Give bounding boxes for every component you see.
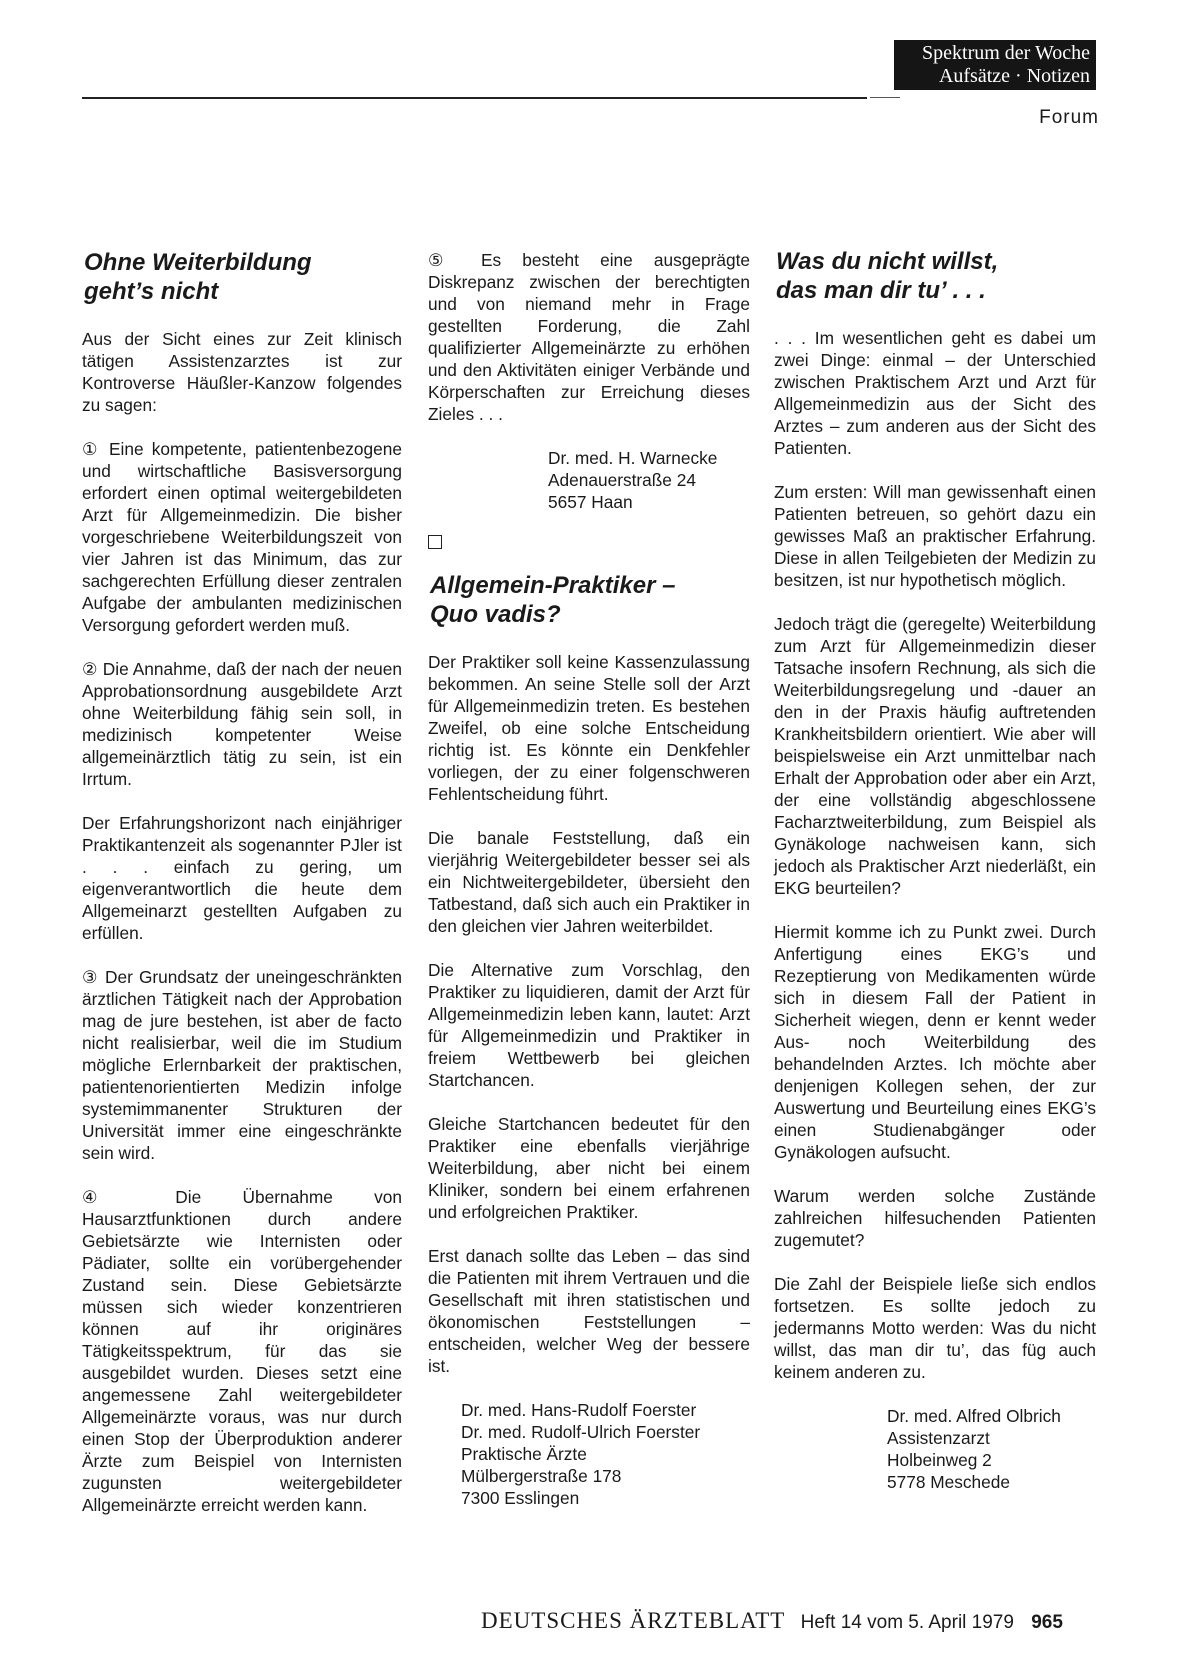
article-1-paragraph: ④ Die Übernahme von Hausarztfunktionen durch andere Gebietsärzte wie Internisten oder Pädiater, sollte ein vorübergehender Zustand sein. Diese Gebietsärzte müssen sich wieder konzentrieren können auf ihr originäres Tätigkeitsspektrum, für das sie ausgebildet wurden. Dieses setzt eine angemessene Zahl weitergebildeter Allgemeinärzte voraus, was nur durch einen Stop der Überproduktion anderer Ärzte zum Beispiel von Internisten zugunsten weitergebildeter Allgemeinärzte erreicht werden kann. [82,1187,402,1515]
signature-line: Dr. med. Hans-Rudolf Foerster [461,1400,697,1420]
header-rule [82,97,867,99]
signature-line: Dr. med. H. Warnecke [548,448,718,468]
signature-line: Mülbergerstraße 178 [461,1466,622,1486]
signature-line: 7300 Esslingen [461,1488,580,1508]
article-1-title-line2: geht’s nicht [84,278,219,305]
article-2-paragraph: Erst danach sollte das Leben – das sind die Patienten mit ihrem Vertrauen und die Gesellschaft mit ihren statistischen und ökonomischen Feststellungen – entscheiden, welcher Weg der bessere ist. [428,1246,750,1376]
section-badge-line1: Spektrum der Woche [922,42,1090,64]
article-3-paragraph: Jedoch trägt die (geregelte) Weiterbildung zum Arzt für Allgemeinmedizin dieser Tatsache insofern Rechnung, als sich die Weiterbildungsregelung und -dauer an den in der Praxis häufig auftretenden Krankheitsbildern orientiert. Wie aber will beispielsweise ein Arzt unmittelbar nach Erhalt der Approbation oder aber ein Arzt, der eine vollständig abgeschlossene Facharztweiterbildung, zum Beispiel als Gynäkologe nachweisen kann, sich jedoch als Praktischer Arzt niederläßt, ein EKG beurteilen? [774,614,1096,898]
page-footer [481,1608,1063,1634]
section-badge-line2: Aufsätze · Notizen [938,65,1090,87]
article-3-paragraph: . . . Im wesentlichen geht es dabei um zwei Dinge: einmal – der Unterschied zwischen Praktischem Arzt und Arzt für Allgemeinmedizin aus der Sicht des Arztes – zum anderen aus der Sicht des Patienten. [774,328,1096,458]
article-3-paragraph: Die Zahl der Beispiele ließe sich endlos fortsetzen. Es sollte jedoch zu jedermanns Motto werden: Was du nicht willst, das man dir tu’, das füg auch keinem anderen zu. [774,1274,1096,1382]
article-1-title [84,248,402,306]
signature-line: Dr. med. Rudolf-Ulrich Foerster [461,1422,701,1442]
section-badge [894,40,1096,90]
article-1-signature [548,447,750,513]
article-2-title [430,571,750,629]
article-1-paragraph: ① Eine kompetente, patientenbezogene und wirtschaftliche Basisversorgung erfordert einen optimal weitergebildeten Arzt für Allgemeinmedizin. Die bisher vorgeschriebene Weiterbildungszeit von vier Jahren ist das Minimum, das zur sachgerechten Erfüllung dieser zentralen Aufgabe der ambulanten medizinischen Versorgung gefordert werden muß. [82,439,402,635]
page-number: 965 [1031,1612,1063,1633]
article-1-paragraph: ③ Der Grundsatz der uneingeschränkten ärztlichen Tätigkeit nach der Approbation mag de jure bestehen, ist aber de facto nicht realisierbar, weil die im Studium mögliche Erlernbarkeit der praktischen, patientenorientierten Medizin infolge systemimmanenter Strukturen der Universität immer eine eingeschränkte sein wird. [82,967,402,1163]
signature-line: Adenauerstraße 24 [548,470,696,490]
article-2-signature [461,1399,750,1509]
signature-line: Dr. med. Alfred Olbrich [887,1406,1061,1426]
article-2-title-line1: Allgemein-Praktiker – [430,572,676,599]
issue-info: Heft 14 vom 5. April 1979 [800,1612,1014,1633]
article-1-title-line1: Ohne Weiterbildung [84,249,312,276]
article-3-paragraph: Zum ersten: Will man gewissenhaft einen Patienten betreuen, so gehört dazu ein gewisses Maß an praktischer Erfahrung. Diese in allen Teilgebieten der Medizin zu besitzen, ist nur hypothetisch möglich. [774,482,1096,590]
article-1-paragraph: Aus der Sicht eines zur Zeit klinisch tätigen Assistenzarztes ist zur Kontroverse Häußler-Kanzow folgendes zu sagen: [82,329,402,415]
signature-line: Holbeinweg 2 [887,1450,992,1470]
article-1-paragraph: ⑤ Es besteht eine ausgeprägte Diskrepanz zwischen der berechtigten und von niemand mehr in Frage gestellten Forderung, die Zahl qualifizierter Allgemeinärzte zu erhöhen und den Aktivitäten einiger Verbände und Körperschaften zur Erreichung dieses Zieles . . . [428,250,750,424]
column-2 [428,249,750,1531]
column-3 [774,247,1096,1515]
signature-line: Assistenzarzt [887,1428,990,1448]
article-3-paragraph: Hiermit komme ich zu Punkt zwei. Durch Anfertigung eines EKG’s und Rezeptierung von Medikamenten würde sich in diesem Fall der Patient in Sicherheit wiegen, denn er kennt weder Aus- noch Weiterbildung des behandelnden Arztes. Ich möchte aber denjenigen Kollegen sehen, der zur Auswertung und Beurteilung eines EKG’s einen Studienabgänger oder Gynäkologen aufsucht. [774,922,1096,1162]
article-1-paragraph: Der Erfahrungshorizont nach einjähriger Praktikantenzeit als sogenannter PJler ist . . . einfach zu gering, um eigenverantwortlich die heute dem Allgemeinarzt gestellten Aufgaben zu erfüllen. [82,813,402,943]
article-3-paragraph: Warum werden solche Zustände zahlreichen hilfesuchenden Patienten zugemutet? [774,1186,1096,1250]
end-of-article-mark [428,535,442,549]
column-1 [82,248,402,1538]
article-2-paragraph: Die banale Feststellung, daß ein vierjährig Weitergebildeter besser sei als ein Nichtweitergebildeter, übersieht den Tatbestand, daß sich auch ein Praktiker in den gleichen vier Jahren weiterbildet. [428,828,750,936]
article-3-title-line2: das man dir tu’ . . . [776,277,986,304]
header-rule-short [870,97,900,98]
article-1-paragraph: ② Die Annahme, daß der nach der neuen Approbationsordnung ausgebildete Arzt ohne Weiterbildung fähig sein soll, in medizinisch kompetenter Weise allgemeinärztlich tätig zu sein, ist ein Irrtum. [82,659,402,789]
signature-line: Praktische Ärzte [461,1444,587,1464]
signature-line: 5778 Meschede [887,1472,1010,1492]
journal-name: DEUTSCHES ÄRZTEBLATT [481,1608,786,1633]
article-2-paragraph: Gleiche Startchancen bedeutet für den Praktiker eine ebenfalls vierjährige Weiterbildung, aber nicht bei einem Kliniker, sondern bei einem erfahrenen und erfolgreichen Praktiker. [428,1114,750,1222]
article-3-signature [887,1405,1096,1493]
article-2-title-line2: Quo vadis? [430,601,561,628]
article-2-paragraph: Die Alternative zum Vorschlag, den Praktiker zu liquidieren, damit der Arzt für Allgemeinmedizin leben kann, lautet: Arzt für Allgemeinmedizin und Praktiker in freiem Wettbewerb bei gleichen Startchancen. [428,960,750,1090]
article-2-paragraph: Der Praktiker soll keine Kassenzulassung bekommen. An seine Stelle soll der Arzt für Allgemeinmedizin treten. Es bestehen Zweifel, ob eine solche Entscheidung richtig ist. Es könnte ein Denkfehler vorliegen, der zu einer folgenschweren Fehlentscheidung führt. [428,652,750,804]
rubric-label: Forum [1039,107,1099,128]
article-3-title [776,247,1096,305]
signature-line: 5657 Haan [548,492,633,512]
article-3-title-line1: Was du nicht willst, [776,248,999,275]
